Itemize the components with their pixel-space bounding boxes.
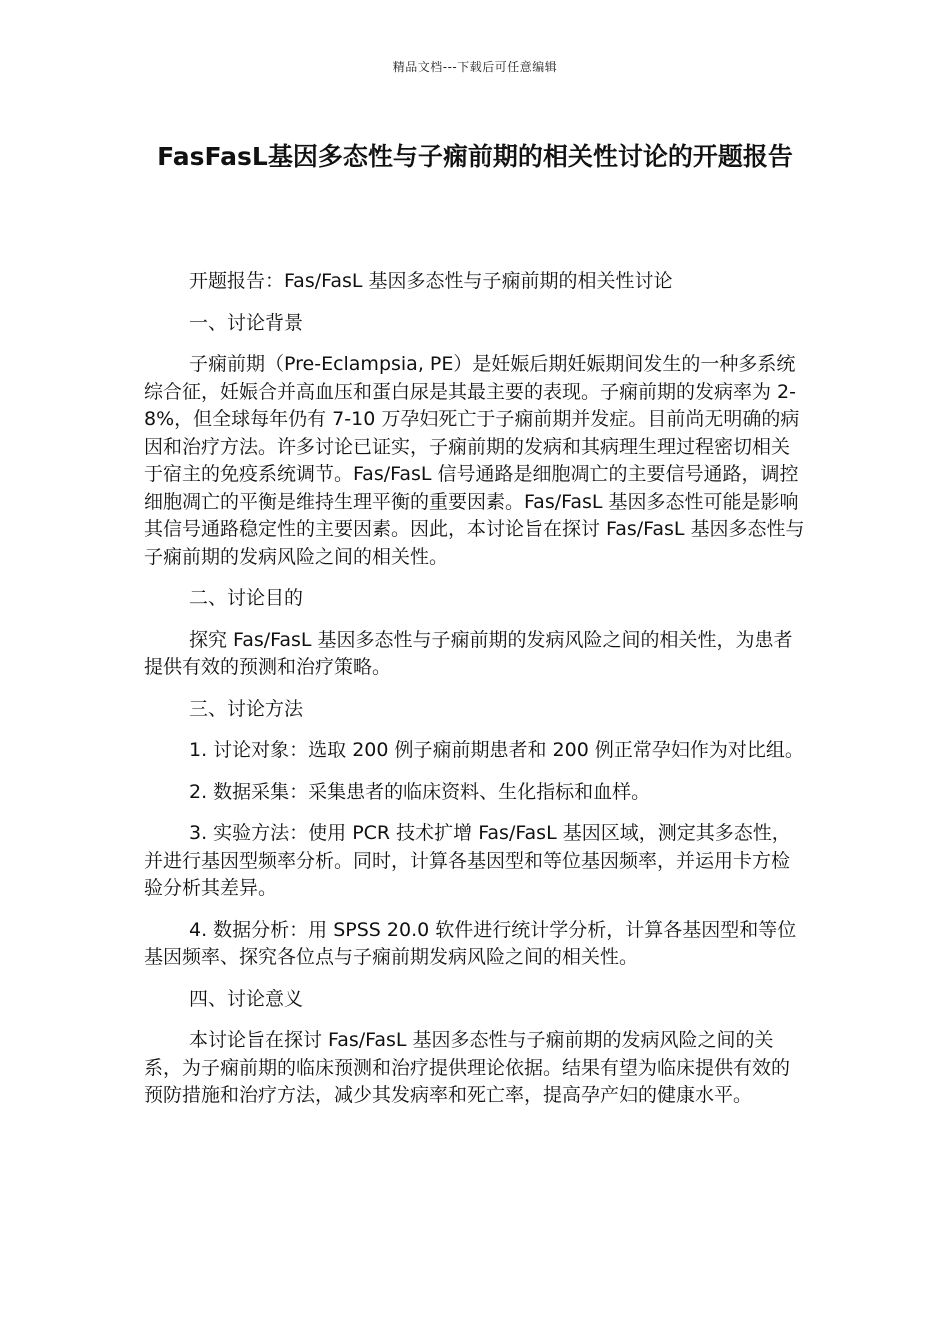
section-heading-methods: 三、讨论方法 — [189, 697, 304, 720]
document-title: FasFasL基因多态性与子痫前期的相关性讨论的开题报告 — [157, 142, 793, 171]
paragraph-significance: 本讨论旨在探讨 Fas/FasL 基因多态性与子痫前期的发病风险之间的关系，为子痫前期的临床预测和治疗提供理论依据。结果有望为临床提供有效的预防措施和治疗方法，减少其发病率和死亡率，提高孕产妇的健康水平。 — [144, 1029, 791, 1106]
section-heading-significance: 四、讨论意义 — [189, 987, 304, 1010]
paragraph-background: 子痫前期（Pre-Eclampsia, PE）是妊娠后期妊娠期间发生的一种多系统综合征，妊娠合并高血压和蛋白尿是其最主要的表现。子痫前期的发病率为 2-8%，但全球每年仍有 7-10 万孕妇死亡于子痫前期并发症。目前尚无明确的病因和治疗方法。许多讨论已证实，子痫前期的发病和其病理生理过程密切相关于宿主的免疫系统调节。Fas/FasL 信号通路是细胞凋亡的主要信号通路，调控细胞凋亡的平衡是维持生理平衡的重要因素。Fas/FasL 基因多态性可能是影响其信号通路稳定性的主要因素。因此，本讨论旨在探讨 Fas/FasL 基因多态性与子痫前期的发病风险之间的相关性。 — [144, 353, 805, 568]
paragraph-method-data-collection: 2. 数据采集：采集患者的临床资料、生化指标和血样。 — [189, 780, 651, 803]
paragraph-report-heading: 开题报告：Fas/FasL 基因多态性与子痫前期的相关性讨论 — [189, 270, 673, 292]
paragraph-purpose: 探究 Fas/FasL 基因多态性与子痫前期的发病风险之间的相关性，为患者提供有效的预测和治疗策略。 — [144, 628, 793, 678]
header-note: 精品文档---下载后可任意编辑 — [392, 60, 558, 74]
paragraph-method-experiment: 3. 实验方法：使用 PCR 技术扩增 Fas/FasL 基因区域，测定其多态性，并进行基因型频率分析。同时，计算各基因型和等位基因频率，并运用卡方检验分析其差异。 — [144, 822, 791, 899]
section-heading-purpose: 二、讨论目的 — [189, 587, 304, 609]
section-heading-background: 一、讨论背景 — [189, 311, 304, 334]
document-body — [144, 268, 808, 1124]
paragraph-method-analysis: 4. 数据分析：用 SPSS 20.0 软件进行统计学分析，计算各基因型和等位基因频率、探究各位点与子痫前期发病风险之间的相关性。 — [144, 918, 797, 968]
paragraph-method-subjects: 1. 讨论对象：选取 200 例子痫前期患者和 200 例正常孕妇作为对比组。 — [189, 739, 804, 761]
